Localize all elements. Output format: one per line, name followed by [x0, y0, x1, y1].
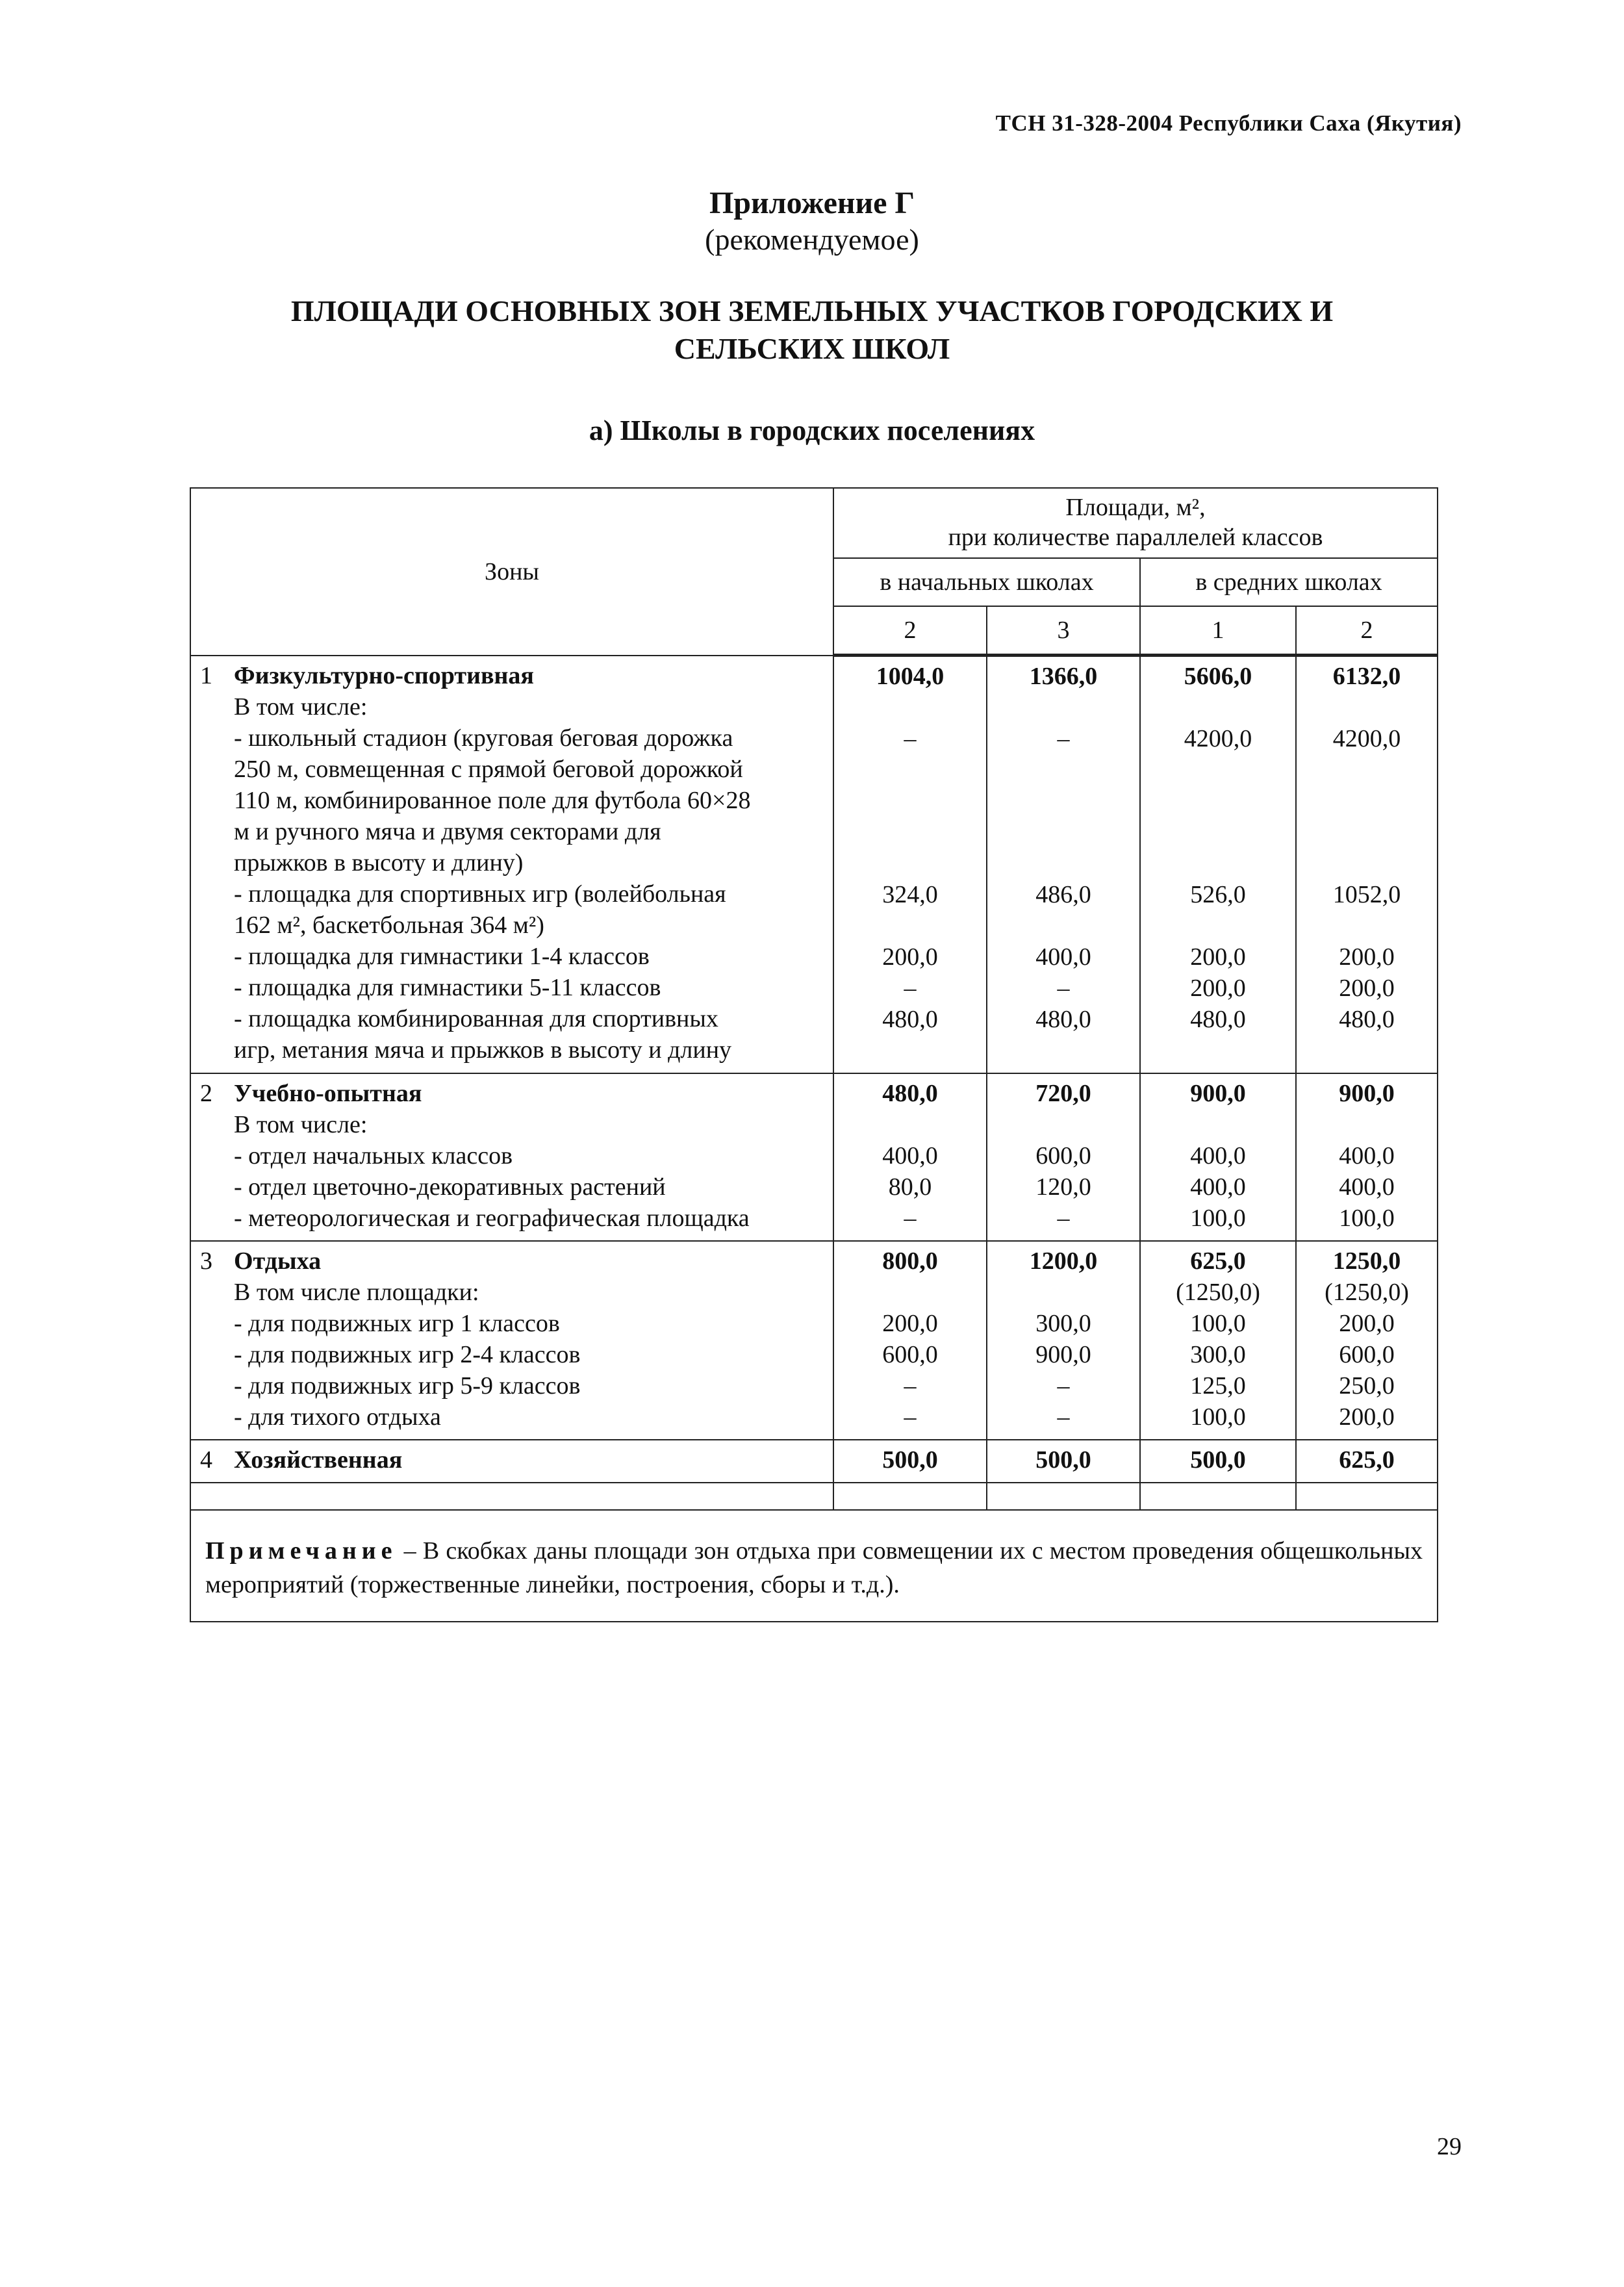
zone-number: 3 [200, 1247, 212, 1275]
area-value: 900,0 [1035, 1341, 1091, 1368]
area-value: 480,0 [882, 1080, 938, 1107]
main-title-line-1: ПЛОЩАДИ ОСНОВНЫХ ЗОН ЗЕМЕЛЬНЫХ УЧАСТКОВ ГОРОДСКИХ И [290, 294, 1334, 327]
zone-line: - площадка для спортивных игр (волейбольная [234, 880, 726, 908]
zone-line: - площадка для гимнастики 1-4 классов [234, 942, 650, 970]
area-value: 200,0 [882, 943, 938, 971]
area-value: 80,0 [888, 1173, 932, 1201]
spacer-cell [190, 1483, 833, 1510]
area-value [1297, 817, 1437, 848]
zone-group-row [190, 1241, 1438, 1440]
zone-cell [190, 1241, 833, 1440]
zone-title: Учебно-опытная [234, 1080, 422, 1107]
area-value [1297, 786, 1437, 817]
parallels-cell: 2 [833, 606, 987, 656]
area-value: 1052,0 [1332, 881, 1401, 908]
area-value: – [1057, 1372, 1070, 1399]
area-value: 480,0 [1035, 1006, 1091, 1033]
area-value: 5606,0 [1184, 663, 1252, 690]
zone-line: игр, метания мяча и прыжков в высоту и длину [234, 1036, 732, 1064]
areas-header-line-1: Площади, м², [1065, 494, 1206, 521]
area-value [987, 848, 1139, 879]
area-value: 800,0 [882, 1247, 938, 1275]
area-value: 500,0 [1190, 1446, 1246, 1474]
area-value: 120,0 [1035, 1173, 1091, 1201]
area-value [987, 910, 1139, 941]
area-value [1297, 910, 1437, 941]
parallels-cell: 3 [987, 606, 1140, 656]
area-value: 100,0 [1190, 1403, 1246, 1431]
areas-header [833, 488, 1438, 558]
area-value [1297, 692, 1437, 723]
zone-number: 4 [200, 1446, 212, 1474]
value-cell [1296, 1073, 1438, 1241]
note-text: – В скобках даны площади зон отдыха при совмещении их с местом проведения общешкольных мероприятий (торжественные линейки, построения, сборы и т.д.). [205, 1537, 1423, 1598]
zone-line: - площадка комбинированная для спортивных [234, 1004, 718, 1032]
area-value: 4200,0 [1332, 725, 1401, 752]
appendix-title: Приложение Г [709, 186, 915, 220]
section-title: а) Школы в городских поселениях [589, 415, 1035, 446]
area-value: 400,0 [1339, 1173, 1395, 1201]
area-value: 600,0 [1035, 1142, 1091, 1169]
area-value: 100,0 [1190, 1310, 1246, 1337]
area-value [987, 692, 1139, 723]
areas-header-line-2: при количестве параллелей классов [948, 524, 1323, 551]
area-value: 900,0 [1190, 1080, 1246, 1107]
header-row [190, 488, 1438, 558]
area-value: 1366,0 [1029, 663, 1098, 690]
area-value: 400,0 [882, 1142, 938, 1169]
zone-line: прыжков в высоту и длину) [234, 849, 524, 876]
area-value: 1250,0 [1332, 1247, 1401, 1275]
area-value: 200,0 [882, 1310, 938, 1337]
zone-title: Физкультурно-спортивная [234, 661, 534, 689]
area-value [987, 754, 1139, 786]
area-value: 500,0 [1035, 1446, 1091, 1474]
area-value: – [1057, 975, 1070, 1002]
value-cell [987, 1073, 1140, 1241]
zone-line: - для подвижных игр 1 классов [234, 1310, 560, 1337]
zone-number: 1 [200, 661, 212, 689]
value-cell [1296, 1440, 1438, 1483]
area-value: 200,0 [1190, 975, 1246, 1002]
zone-line: 250 м, совмещенная с прямой беговой дорожкой [234, 755, 743, 783]
note-cell [190, 1510, 1438, 1622]
zone-line: - школьный стадион (круговая беговая дорожка [234, 724, 733, 752]
area-value: 400,0 [1339, 1142, 1395, 1169]
value-cell [1140, 656, 1296, 1074]
area-value [1141, 754, 1295, 786]
area-value [1141, 692, 1295, 723]
area-value: – [904, 725, 917, 752]
zone-line: В том числе: [234, 693, 368, 721]
area-value: – [904, 1205, 917, 1232]
area-value [1297, 848, 1437, 879]
area-value [1297, 754, 1437, 786]
area-value [987, 817, 1139, 848]
spacer-cell [987, 1483, 1140, 1510]
area-value: 324,0 [882, 881, 938, 908]
secondary-schools-header: в средних школах [1140, 558, 1438, 606]
area-value [834, 1277, 986, 1308]
zone-title: Хозяйственная [234, 1446, 403, 1474]
zone-group-row [190, 1440, 1438, 1483]
zone-group-row [190, 1073, 1438, 1241]
value-cell [1140, 1440, 1296, 1483]
zone-line: 110 м, комбинированное поле для футбола 60×28 [234, 786, 751, 814]
zone-line: - для подвижных игр 5-9 классов [234, 1372, 581, 1399]
value-cell [833, 1073, 987, 1241]
area-value: 4200,0 [1184, 725, 1252, 752]
area-value [1141, 1035, 1295, 1066]
area-value: 100,0 [1339, 1205, 1395, 1232]
zone-line: - отдел начальных классов [234, 1142, 513, 1169]
area-value: 200,0 [1339, 1310, 1395, 1337]
zone-cell [190, 1440, 833, 1483]
area-value [1141, 910, 1295, 941]
area-value: 600,0 [882, 1341, 938, 1368]
document-header: ТСН 31-328-2004 Республики Саха (Якутия) [995, 110, 1462, 136]
area-value [987, 1109, 1139, 1140]
zone-cell [190, 656, 833, 1074]
value-cell [1296, 1241, 1438, 1440]
area-value: 625,0 [1190, 1247, 1246, 1275]
zone-line: В том числе: [234, 1111, 368, 1138]
parallels-cell: 1 [1140, 606, 1296, 656]
zone-line: - площадка для гимнастики 5-11 классов [234, 973, 661, 1001]
area-value: 526,0 [1190, 881, 1246, 908]
area-value [1141, 848, 1295, 879]
value-cell [833, 1241, 987, 1440]
area-value [834, 910, 986, 941]
value-cell [833, 1440, 987, 1483]
area-value: 600,0 [1339, 1341, 1395, 1368]
note-label: Примечание [205, 1537, 398, 1565]
area-value [1141, 1109, 1295, 1140]
area-value: – [1057, 1205, 1070, 1232]
zone-line: - для подвижных игр 2-4 классов [234, 1341, 581, 1368]
area-value: – [1057, 1403, 1070, 1431]
note-row [190, 1510, 1438, 1622]
zone-line: м и ручного мяча и двумя секторами для [234, 817, 661, 845]
zone-line: 162 м², баскетбольная 364 м²) [234, 911, 544, 939]
area-value: 900,0 [1339, 1080, 1395, 1107]
area-value [834, 1035, 986, 1066]
spacer-cell [1140, 1483, 1296, 1510]
parallels-cell: 2 [1296, 606, 1438, 656]
spacer-row [190, 1483, 1438, 1510]
zone-line: - метеорологическая и географическая площадка [234, 1205, 750, 1232]
area-value: – [1057, 725, 1070, 752]
area-value: 200,0 [1190, 943, 1246, 971]
zone-number: 2 [200, 1080, 212, 1107]
main-title [0, 292, 1624, 368]
appendix-subtitle: (рекомендуемое) [705, 223, 919, 256]
zone-title: Отдыха [234, 1247, 322, 1275]
area-value [987, 1035, 1139, 1066]
value-cell [833, 656, 987, 1074]
area-value [834, 1109, 986, 1140]
zone-line: - для тихого отдыха [234, 1403, 441, 1431]
area-value: 300,0 [1190, 1341, 1246, 1368]
area-value: – [904, 1403, 917, 1431]
area-value [834, 817, 986, 848]
area-value: 6132,0 [1332, 663, 1401, 690]
area-value: 500,0 [882, 1446, 938, 1474]
area-value: (1250,0) [1325, 1279, 1409, 1306]
area-value [987, 786, 1139, 817]
area-value: 200,0 [1339, 975, 1395, 1002]
area-value: 400,0 [1035, 943, 1091, 971]
area-value [987, 1277, 1139, 1308]
area-value: 400,0 [1190, 1173, 1246, 1201]
area-value: 1004,0 [876, 663, 945, 690]
zone-cell [190, 1073, 833, 1241]
main-title-line-2: СЕЛЬСКИХ ШКОЛ [674, 332, 950, 365]
value-cell [987, 656, 1140, 1074]
area-value: 486,0 [1035, 881, 1091, 908]
area-value: 480,0 [1339, 1006, 1395, 1033]
area-value [834, 848, 986, 879]
area-value: 100,0 [1190, 1205, 1246, 1232]
area-value: (1250,0) [1176, 1279, 1260, 1306]
zone-line: В том числе площадки: [234, 1279, 479, 1306]
spacer-cell [1296, 1483, 1438, 1510]
page-number: 29 [1437, 2133, 1462, 2160]
area-value: 1200,0 [1029, 1247, 1098, 1275]
zone-group-row [190, 656, 1438, 1074]
area-value: 480,0 [1190, 1006, 1246, 1033]
area-value: 200,0 [1339, 1403, 1395, 1431]
value-cell [987, 1241, 1140, 1440]
area-value: 720,0 [1035, 1080, 1091, 1107]
area-value: – [904, 975, 917, 1002]
area-value: 200,0 [1339, 943, 1395, 971]
zone-line: - отдел цветочно-декоративных растений [234, 1173, 666, 1201]
value-cell [1140, 1073, 1296, 1241]
area-value: 625,0 [1339, 1446, 1395, 1474]
area-value [1141, 786, 1295, 817]
area-value [1297, 1035, 1437, 1066]
area-value: 300,0 [1035, 1310, 1091, 1337]
areas-table [190, 487, 1438, 1622]
area-value: 480,0 [882, 1006, 938, 1033]
area-value: 125,0 [1190, 1372, 1246, 1399]
primary-schools-header: в начальных школах [833, 558, 1140, 606]
value-cell [987, 1440, 1140, 1483]
area-value [834, 754, 986, 786]
value-cell [1140, 1241, 1296, 1440]
zones-header: Зоны [190, 488, 833, 656]
area-value: – [904, 1372, 917, 1399]
area-value [1297, 1109, 1437, 1140]
area-value [1141, 817, 1295, 848]
spacer-cell [833, 1483, 987, 1510]
area-value [834, 692, 986, 723]
area-value: 250,0 [1339, 1372, 1395, 1399]
area-value [834, 786, 986, 817]
value-cell [1296, 656, 1438, 1074]
area-value: 400,0 [1190, 1142, 1246, 1169]
